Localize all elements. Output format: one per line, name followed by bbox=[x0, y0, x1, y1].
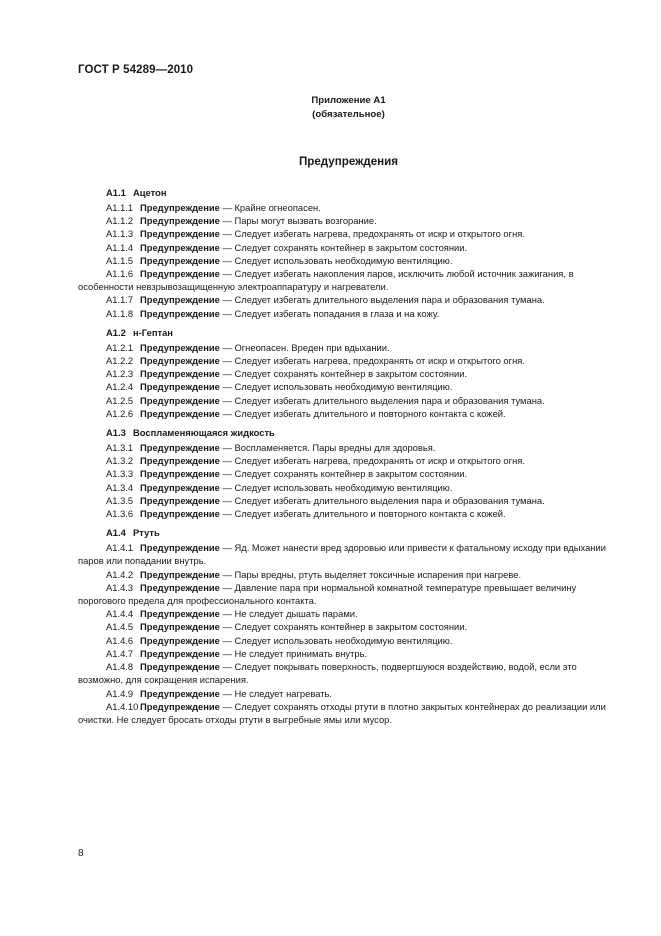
warning-item bbox=[78, 620, 614, 633]
warning-item bbox=[78, 394, 614, 407]
warning-item bbox=[78, 481, 614, 494]
warning-item bbox=[78, 454, 614, 467]
warning-label: Предупреждение bbox=[140, 381, 220, 393]
warning-label: Предупреждение bbox=[140, 508, 220, 520]
warning-text: — Следует избегать нагрева, предохранять от искр и открытого огня. bbox=[219, 455, 525, 467]
item-number: А1.1.5 bbox=[106, 254, 134, 266]
item-number: А1.4.7 bbox=[106, 647, 134, 659]
appendix-heading bbox=[0, 94, 661, 122]
warning-text: — Следует использовать необходимую вентиляцию. bbox=[219, 481, 453, 493]
warning-item bbox=[78, 307, 614, 320]
section-title-text: Ртуть bbox=[133, 527, 160, 539]
warning-item bbox=[78, 687, 614, 700]
warning-item bbox=[78, 380, 614, 393]
warning-label: Предупреждение bbox=[140, 568, 220, 580]
item-number: А1.3.6 bbox=[106, 508, 134, 520]
warning-item bbox=[78, 293, 614, 306]
item-number: А1.4.8 bbox=[106, 661, 134, 673]
warning-text: — Яд. Может нанести вред здоровью или привести к фатальному исходу при вдыхании паров или попадании внутрь. bbox=[78, 542, 606, 567]
warning-label: Предупреждение bbox=[140, 481, 220, 493]
item-number: А1.2.5 bbox=[106, 394, 134, 406]
warning-text: — Следует сохранять контейнер в закрытом состоянии. bbox=[219, 368, 468, 380]
appendix-subtitle: (обязательное) bbox=[312, 109, 385, 120]
item-number: А1.2.6 bbox=[106, 407, 134, 419]
warning-text: — Не следует дышать парами. bbox=[219, 608, 358, 620]
warning-label: Предупреждение bbox=[140, 355, 220, 367]
warning-text: — Следует использовать необходимую вентиляцию. bbox=[219, 381, 453, 393]
warning-text: — Следует избегать нагрева, предохранять от искр и открытого огня. bbox=[219, 228, 525, 240]
warning-text: — Следует сохранять контейнер в закрытом состоянии. bbox=[219, 621, 468, 633]
section-number: А1.1 bbox=[106, 187, 126, 198]
item-number: А1.2.1 bbox=[106, 341, 134, 353]
warning-item bbox=[78, 607, 614, 620]
warning-text: — Не следует принимать внутрь. bbox=[219, 647, 368, 659]
warning-label: Предупреждение bbox=[140, 307, 220, 319]
section-title bbox=[78, 526, 614, 540]
warning-text: — Крайне огнеопасен. bbox=[219, 202, 321, 213]
warning-item bbox=[78, 227, 614, 240]
item-number: А1.1.6 bbox=[106, 268, 134, 280]
warning-text: — Следует сохранять отходы ртути в плотно закрытых контейнерах до реализации или очистки. Не следует бросать отходы ртути в выгребные ямы или мусор. bbox=[78, 700, 606, 725]
warning-item bbox=[78, 467, 614, 480]
item-number: А1.3.2 bbox=[106, 455, 134, 467]
item-number: А1.4.4 bbox=[106, 608, 134, 620]
warning-label: Предупреждение bbox=[140, 647, 220, 659]
warning-item bbox=[78, 214, 614, 227]
warning-label: Предупреждение bbox=[140, 407, 220, 419]
warning-text: — Следует избегать длительного и повторного контакта с кожей. bbox=[219, 508, 506, 520]
item-number: А1.1.1 bbox=[106, 202, 134, 213]
warning-text: — Следует избегать накопления паров, исключить любой источник зажигания, в особенности невзрывозащищенную электроаппаратуру и нагреватели. bbox=[78, 268, 574, 293]
warning-label: Предупреждение bbox=[140, 700, 220, 712]
item-number: А1.1.4 bbox=[106, 241, 134, 253]
warning-text: — Не следует нагревать. bbox=[219, 687, 332, 699]
warnings-body bbox=[78, 184, 614, 730]
warning-text: — Следует избегать нагрева, предохранять от искр и открытого огня. bbox=[219, 355, 525, 367]
warning-item bbox=[78, 581, 614, 607]
item-number: А1.2.2 bbox=[106, 355, 134, 367]
section-title bbox=[78, 426, 614, 440]
warning-label: Предупреждение bbox=[140, 394, 220, 406]
warning-item bbox=[78, 354, 614, 367]
warning-label: Предупреждение bbox=[140, 687, 220, 699]
item-number: А1.1.3 bbox=[106, 228, 134, 240]
warning-text: — Давление пара при нормальной комнатной температуре превышает величину порогового предела для профессионального контакта. bbox=[78, 581, 577, 607]
warning-label: Предупреждение bbox=[140, 202, 220, 213]
warning-item bbox=[78, 494, 614, 507]
item-number: А1.3.3 bbox=[106, 468, 134, 480]
warning-item bbox=[78, 647, 614, 660]
warning-item bbox=[78, 201, 614, 214]
warning-text: — Следует использовать необходимую вентиляцию. bbox=[219, 634, 453, 646]
section-title-text: Воспламеняющаяся жидкость bbox=[133, 427, 275, 439]
warning-label: Предупреждение bbox=[140, 215, 220, 227]
warning-text: — Пары вредны, ртуть выделяет токсичные испарения при нагреве. bbox=[219, 568, 522, 580]
item-number: А1.4.1 bbox=[106, 542, 134, 554]
item-number: А1.1.2 bbox=[106, 215, 134, 227]
item-number: А1.4.6 bbox=[106, 634, 134, 646]
warning-text: — Следует сохранять контейнер в закрытом состоянии. bbox=[219, 241, 468, 253]
warning-text: — Следует избегать длительного выделения пара и образования тумана. bbox=[219, 494, 545, 506]
warning-label: Предупреждение bbox=[140, 341, 220, 353]
document-header: ГОСТ Р 54289—2010 bbox=[78, 64, 194, 76]
warning-label: Предупреждение bbox=[140, 294, 220, 306]
warning-label: Предупреждение bbox=[140, 581, 220, 593]
warning-label: Предупреждение bbox=[140, 228, 220, 240]
warning-label: Предупреждение bbox=[140, 494, 220, 506]
warning-text: — Следует сохранять контейнер в закрытом состоянии. bbox=[219, 468, 468, 480]
warning-label: Предупреждение bbox=[140, 542, 220, 554]
item-number: А1.4.10 bbox=[106, 700, 139, 712]
warning-label: Предупреждение bbox=[140, 268, 220, 280]
item-number: А1.1.7 bbox=[106, 294, 134, 306]
section-number: А1.3 bbox=[106, 427, 126, 439]
warning-label: Предупреждение bbox=[140, 608, 220, 620]
page-number: 8 bbox=[78, 848, 84, 859]
warning-text: — Следует покрывать поверхность, подвергшуюся воздействию, водой, если это возможно, для сокращения испарения. bbox=[78, 661, 577, 686]
warning-label: Предупреждение bbox=[140, 368, 220, 380]
warning-item bbox=[78, 568, 614, 581]
warning-text: — Пары могут вызвать возгорание. bbox=[219, 215, 377, 227]
warning-label: Предупреждение bbox=[140, 254, 220, 266]
warning-item bbox=[78, 267, 614, 293]
item-number: А1.3.5 bbox=[106, 494, 134, 506]
section-title bbox=[78, 326, 614, 340]
warning-text: — Следует избегать попадания в глаза и на кожу. bbox=[219, 307, 440, 319]
item-number: А1.4.5 bbox=[106, 621, 134, 633]
item-number: А1.3.4 bbox=[106, 481, 134, 493]
warning-label: Предупреждение bbox=[140, 442, 220, 454]
item-number: А1.4.2 bbox=[106, 568, 134, 580]
section-title bbox=[78, 186, 614, 200]
item-number: А1.2.4 bbox=[106, 381, 134, 393]
section-number: А1.4 bbox=[106, 527, 126, 539]
warning-item bbox=[78, 507, 614, 520]
warning-text: — Следует избегать длительного выделения пара и образования тумана. bbox=[219, 294, 545, 306]
warning-item bbox=[78, 367, 614, 380]
section-title-text: Ацетон bbox=[133, 187, 167, 198]
warning-item bbox=[78, 541, 614, 567]
warning-label: Предупреждение bbox=[140, 634, 220, 646]
warning-text: — Следует использовать необходимую вентиляцию. bbox=[219, 254, 453, 266]
warning-item bbox=[78, 660, 614, 686]
warning-text: — Огнеопасен. Вреден при вдыхании. bbox=[219, 341, 390, 353]
warning-label: Предупреждение bbox=[140, 621, 220, 633]
item-number: А1.4.9 bbox=[106, 687, 134, 699]
page-title: Предупреждения bbox=[298, 155, 399, 168]
section-number: А1.2 bbox=[106, 326, 126, 338]
warning-label: Предупреждение bbox=[140, 468, 220, 480]
item-number: А1.2.3 bbox=[106, 368, 134, 380]
warning-label: Предупреждение bbox=[140, 661, 220, 673]
item-number: А1.1.8 bbox=[106, 307, 134, 319]
warning-item bbox=[78, 341, 614, 354]
warning-text: — Следует избегать длительного и повторного контакта с кожей. bbox=[219, 407, 506, 419]
warning-text: — Воспламеняется. Пары вредны для здоровья. bbox=[219, 442, 436, 454]
appendix-title: Приложение А1 bbox=[311, 95, 386, 106]
warning-item bbox=[78, 634, 614, 647]
warning-item bbox=[78, 407, 614, 420]
warning-label: Предупреждение bbox=[140, 241, 220, 253]
warning-label: Предупреждение bbox=[140, 455, 220, 467]
warning-item bbox=[78, 241, 614, 254]
warning-item bbox=[78, 700, 614, 726]
item-number: А1.3.1 bbox=[106, 442, 134, 454]
warning-item bbox=[78, 254, 614, 267]
warning-text: — Следует избегать длительного выделения пара и образования тумана. bbox=[219, 394, 545, 406]
section-title-text: н-Гептан bbox=[133, 326, 173, 338]
item-number: А1.4.3 bbox=[106, 581, 134, 593]
warning-item bbox=[78, 441, 614, 454]
